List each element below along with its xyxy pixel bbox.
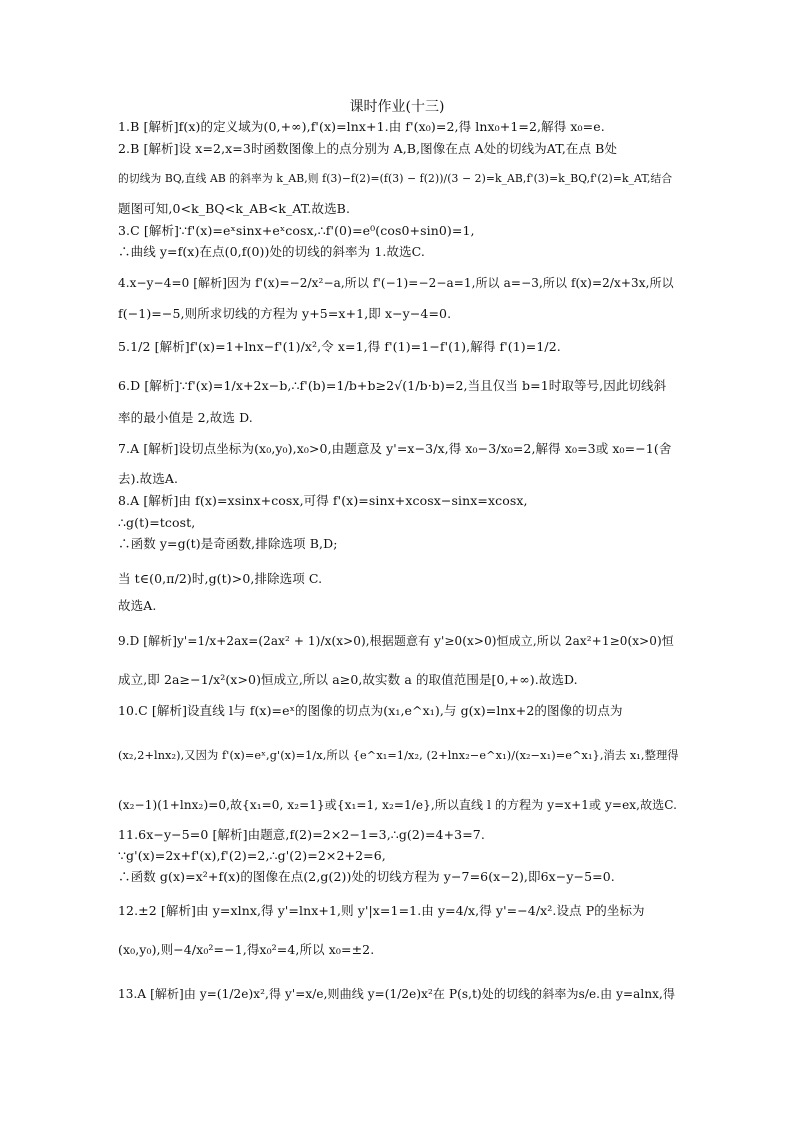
answer-line: (x₂,2+lnx₂),又因为 f'(x)=eˣ,g'(x)=1/x,所以 {e^x₁=1/x₂, (2+lnx₂−e^x₁)/(x₂−x₁)=e^x₁},消去 x₁,整理得: [118, 749, 679, 762]
answer-line: ∴曲线 y=f(x)在点(0,f(0))处的切线的斜率为 1.故选C.: [118, 244, 425, 259]
answer-line: (x₂−1)(1+lnx₂)=0,故{x₁=0, x₂=1}或{x₁=1, x₂=1/e},所以直线 l 的方程为 y=x+1或 y=ex,故选C.: [118, 798, 678, 812]
answer-line: f(−1)=−5,则所求切线的方程为 y+5=x+1,即 x−y−4=0.: [118, 306, 452, 321]
answer-line: 5.1/2 [解析]f'(x)=1+lnx−f'(1)/x²,令 x=1,得 f'(1)=1−f'(1),解得 f'(1)=1/2.: [118, 339, 561, 354]
answer-line: 故选A.: [118, 598, 157, 613]
answer-line: 题图可知,0<k_BQ<k_AB<k_AT.故选B.: [118, 201, 351, 216]
answer-line: 的切线为 BQ,直线 AB 的斜率为 k_AB,则 f(3)−f(2)=(f(3) − f(2))/(3 − 2)=k_AB,f'(3)=k_BQ,f'(2)=k_AT,结合: [118, 172, 673, 185]
answer-line: 4.x−y−4=0 [解析]因为 f'(x)=−2/x²−a,所以 f'(−1)=−2−a=1,所以 a=−3,所以 f(x)=2/x+3x,所以: [118, 276, 674, 290]
answer-line: 9.D [解析]y'=1/x+2ax=(2ax² + 1)/x(x>0),根据题意有 y'≥0(x>0)恒成立,所以 2ax²+1≥0(x>0)恒: [118, 634, 674, 648]
page-title: 课时作业(十三): [349, 99, 445, 115]
answer-line: (x₀,y₀),则−4/x₀²=−1,得x₀²=4,所以 x₀=±2.: [118, 942, 375, 957]
answer-line: 1.B [解析]f(x)的定义域为(0,+∞),f'(x)=lnx+1.由 f'(x₀)=2,得 lnx₀+1=2,解得 x₀=e.: [118, 119, 605, 134]
answer-line: ∵g'(x)=2x+f'(x),f'(2)=2,∴g'(2)=2×2+2=6,: [118, 848, 386, 863]
answer-line: 6.D [解析]∵f'(x)=1/x+2x−b,∴f'(b)=1/b+b≥2√(1/b·b)=2,当且仅当 b=1时取等号,因此切线斜: [118, 378, 667, 393]
answer-line: 13.A [解析]由 y=(1/2e)x²,得 y'=x/e,则曲线 y=(1/2e)x²在 P(s,t)处的切线的斜率为s/e.由 y=alnx,得: [118, 987, 676, 1001]
answer-line: 8.A [解析]由 f(x)=xsinx+cosx,可得 f'(x)=sinx+xcosx−sinx=xcosx,: [118, 493, 528, 508]
answer-line: 12.±2 [解析]由 y=xlnx,得 y'=lnx+1,则 y'|x=1=1.由 y=4/x,得 y'=−4/x².设点 P的坐标为: [118, 903, 645, 918]
answer-line: 成立,即 2a≥−1/x²(x>0)恒成立,所以 a≥0,故实数 a 的取值范围是[0,+∞).故选D.: [118, 672, 578, 687]
answer-line: 2.B [解析]设 x=2,x=3时函数图像上的点分别为 A,B,图像在点 A处的切线为AT,在点 B处: [118, 141, 618, 156]
answer-line: 10.C [解析]设直线 l与 f(x)=eˣ的图像的切点为(x₁,e^x₁),与 g(x)=lnx+2的图像的切点为: [118, 703, 623, 718]
answer-line: 3.C [解析]∵f'(x)=eˣsinx+eˣcosx,∴f'(0)=e⁰(cos0+sin0)=1,: [118, 223, 475, 238]
answer-line: 7.A [解析]设切点坐标为(x₀,y₀),x₀>0,由题意及 y'=x−3/x,得 x₀−3/x₀=2,解得 x₀=3或 x₀=−1(舍: [118, 441, 672, 456]
answer-line: ∴g(t)=tcost,: [118, 515, 196, 530]
answer-line: 11.6x−y−5=0 [解析]由题意,f(2)=2×2−1=3,∴g(2)=4+3=7.: [118, 827, 485, 842]
answer-line: ∴函数 g(x)=x²+f(x)的图像在点(2,g(2))处的切线方程为 y−7=6(x−2),即6x−y−5=0.: [118, 869, 615, 884]
answer-line: 去).故选A.: [118, 471, 179, 486]
answer-line: 当 t∈(0,π/2)时,g(t)>0,排除选项 C.: [118, 571, 323, 586]
answer-line: 率的最小值是 2,故选 D.: [118, 410, 253, 425]
answer-line: ∴函数 y=g(t)是奇函数,排除选项 B,D;: [118, 536, 338, 551]
